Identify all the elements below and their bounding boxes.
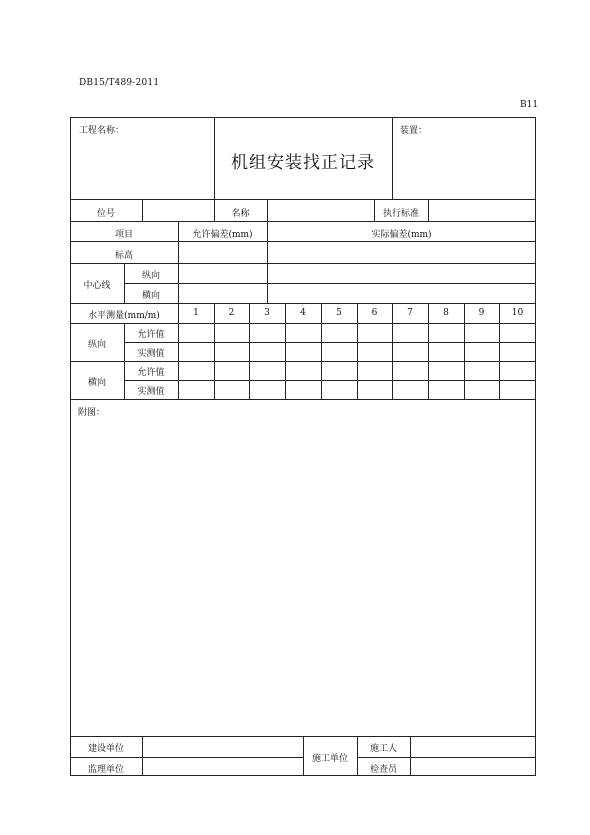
owner-field[interactable] (143, 737, 303, 757)
level-transverse-measured: 实测值 (137, 387, 165, 397)
level-longitudinal-measured: 实测值 (137, 349, 165, 359)
name-field[interactable] (268, 200, 374, 221)
elevation-label: 标高 (114, 251, 133, 261)
supervisor-label: 监理单位 (87, 765, 124, 775)
level-transverse-label: 横向 (87, 378, 106, 388)
actual-deviation-header: 实际偏差(mm) (371, 230, 432, 240)
inspector-label: 检查员 (369, 765, 397, 775)
contractor-label: 施工单位 (311, 754, 348, 764)
level-col-7: 7 (407, 308, 413, 318)
standard-code: DB15/T489-2011 (79, 78, 160, 88)
owner-label: 建设单位 (87, 744, 124, 754)
standard-label: 执行标准 (382, 209, 419, 219)
builder-label: 施工人 (369, 744, 397, 754)
project-name-field[interactable] (71, 136, 213, 198)
level-col-1: 1 (193, 308, 199, 318)
level-col-5: 5 (336, 308, 342, 318)
project-name-label: 工程名称： (79, 126, 125, 136)
device-field[interactable] (393, 136, 535, 198)
attachment-area[interactable] (71, 418, 535, 735)
form-title: 机组安装找正记录 (231, 153, 375, 173)
supervisor-field[interactable] (143, 758, 303, 775)
item-header: 项目 (114, 230, 133, 240)
builder-field[interactable] (411, 737, 535, 757)
level-longitudinal-label: 纵向 (87, 340, 106, 350)
attachment-label: 附图： (78, 408, 106, 418)
inspector-field[interactable] (411, 758, 535, 775)
level-measurement-label: 水平测量(mm/m) (88, 311, 160, 321)
level-col-6: 6 (371, 308, 378, 318)
standard-field[interactable] (429, 200, 535, 221)
level-col-8: 8 (443, 308, 449, 318)
position-label: 位号 (96, 209, 115, 219)
level-col-9: 9 (478, 308, 485, 318)
level-transverse-allowed: 允许值 (137, 368, 165, 378)
level-col-3: 3 (264, 308, 270, 318)
form-code: B11 (520, 100, 539, 110)
level-col-10: 10 (511, 308, 524, 318)
center-line-label: 中心线 (83, 281, 111, 291)
center-line-longitudinal: 纵向 (141, 271, 160, 281)
allowed-deviation-header: 允许偏差(mm) (192, 230, 253, 240)
level-col-4: 4 (300, 308, 306, 318)
device-label: 装置： (400, 126, 428, 136)
level-col-2: 2 (228, 308, 235, 318)
position-field[interactable] (143, 200, 214, 221)
name-label: 名称 (231, 209, 250, 219)
center-line-transverse: 横向 (141, 291, 160, 301)
level-longitudinal-allowed: 允许值 (137, 330, 165, 340)
